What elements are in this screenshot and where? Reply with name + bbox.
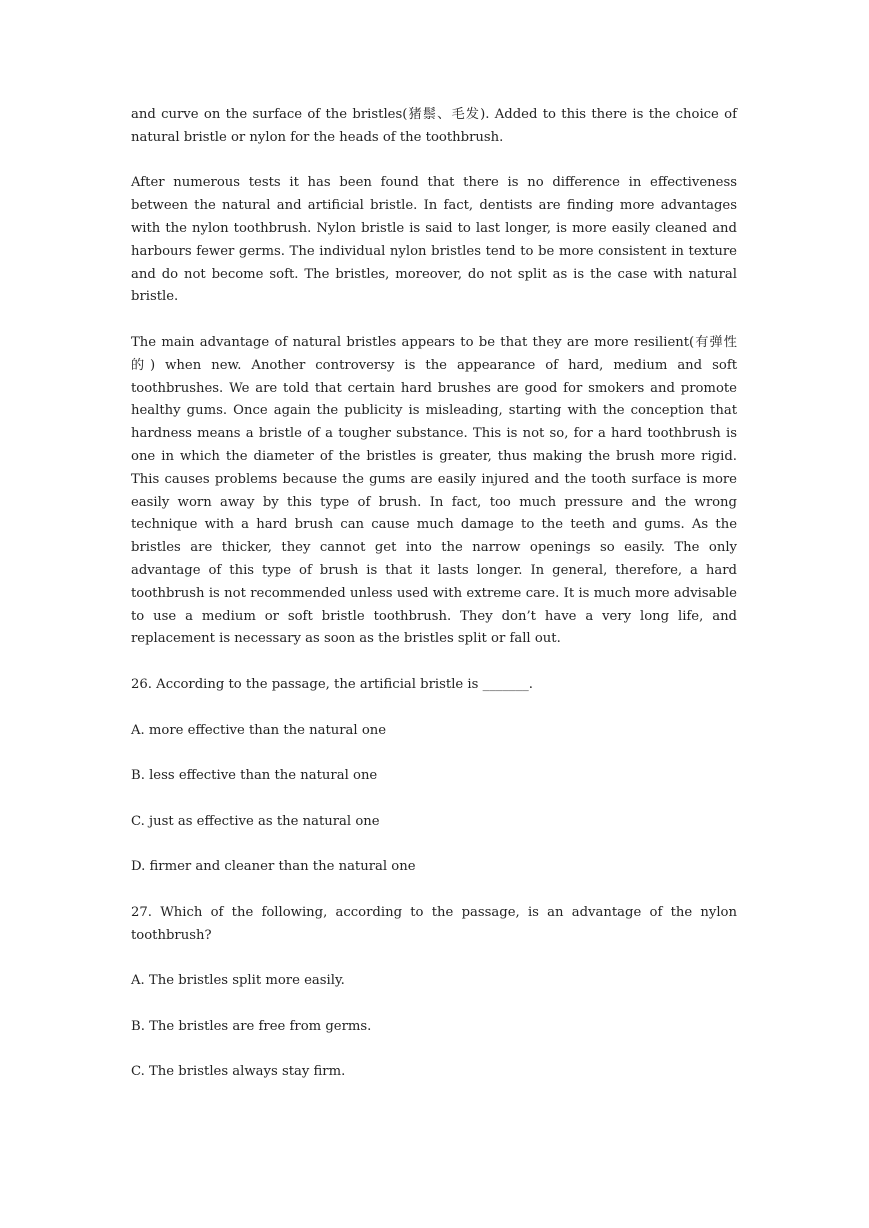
question-27-stem: 27. Which of the following, according to the passage, is an advantage of the nylon toothbrush? <box>131 904 737 943</box>
question-26-option-c: C. just as effective as the natural one <box>131 813 380 829</box>
passage-paragraph-3: The main advantage of natural bristles appears to be that they are more resilient(有弹性的) when new. Another controversy is the appearance of hard, medium and soft toothbrushes. We are told that certain hard brushes are good for smokers and promote healthy gums. Once again the publicity is misleading, starting with the conception that hardness means a bristle of a tougher substance. This is not so, for a hard toothbrush is one in which the diameter of the bristles is greater, thus making the brush more rigid. This causes problems because the gums are easily injured and the tooth surface is more easily worn away by this type of brush. In fact, too much pressure and the wrong technique with a hard brush can cause much damage to the teeth and gums. As the bristles are thicker, they cannot get into the narrow openings so easily. The only advantage of this type of brush is that it lasts longer. In general, therefore, a hard toothbrush is not recommended unless used with extreme care. It is much more advisable to use a medium or soft bristle toothbrush. They don’t have a very long life, and replacement is necessary as soon as the bristles split or fall out. <box>131 334 737 647</box>
document-page <box>131 104 737 1107</box>
question-26-stem: 26. According to the passage, the artificial bristle is _______. <box>131 676 533 692</box>
question-27-option-c: C. The bristles always stay firm. <box>131 1064 346 1080</box>
question-27-option-a: A. The bristles split more easily. <box>131 973 345 989</box>
question-26-option-d: D. firmer and cleaner than the natural one <box>131 859 416 875</box>
question-26-option-b: B. less effective than the natural one <box>131 768 378 784</box>
passage-paragraph-1: and curve on the surface of the bristles(猪鬃、毛发). Added to this there is the choice of natural bristle or nylon for the heads of the toothbrush. <box>131 107 737 145</box>
question-26-option-a: A. more effective than the natural one <box>131 722 387 738</box>
passage-paragraph-2: After numerous tests it has been found that there is no difference in effectiveness between the natural and artificial bristle. In fact, dentists are finding more advantages with the nylon toothbrush. Nylon bristle is said to last longer, is more easily cleaned and harbours fewer germs. The individual nylon bristles tend to be more consistent in texture and do not become soft. The bristles, moreover, do not split as is the case with natural bristle. <box>131 175 737 305</box>
question-27 <box>131 902 737 1084</box>
question-27-option-b: B. The bristles are free from germs. <box>131 1018 372 1034</box>
question-26 <box>131 674 737 879</box>
